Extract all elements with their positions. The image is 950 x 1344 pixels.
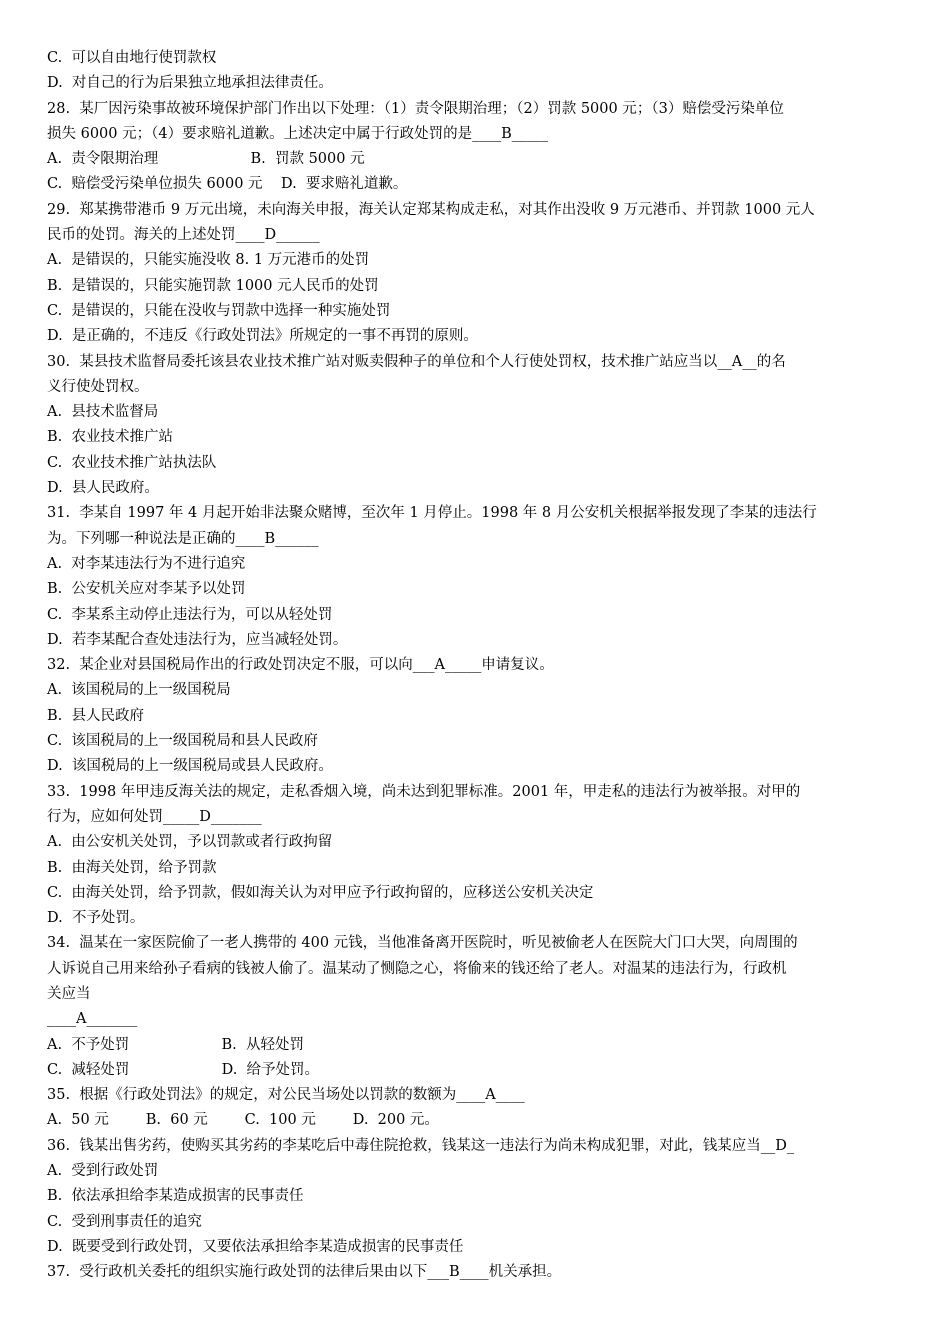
question-32-option-a: A. 该国税局的上一级国税局 [47, 682, 231, 699]
question-33-option-d: D. 不予处罚。 [47, 910, 145, 927]
question-31-option-b: B. 公安机关应对李某予以处罚 [47, 581, 246, 598]
question-31-option-a: A. 对李某违法行为不进行追究 [47, 555, 246, 572]
question-36-option-b: B. 依法承担给李某造成损害的民事责任 [47, 1188, 304, 1205]
question-30-option-d: D. 县人民政府。 [47, 480, 159, 497]
question-34-options-ab: A. 不予处罚 B. 从轻处罚 [47, 1036, 304, 1053]
question-31-option-d: D. 若李某配合查处违法行为，应当减轻处罚。 [47, 631, 348, 648]
text-line: D. 对自己的行为后果独立地承担法律责任。 [47, 75, 333, 92]
question-30-option-c: C. 农业技术推广站执法队 [47, 454, 217, 471]
question-30-stem-cont: 义行使处罚权。 [47, 378, 149, 395]
question-30-option-a: A. 县技术监督局 [47, 404, 159, 421]
question-36-option-d: D. 既要受到行政处罚，又要依法承担给李某造成损害的民事责任 [47, 1238, 464, 1255]
question-29-option-b: B. 是错误的，只能实施罚款 1000 元人民币的处罚 [47, 277, 379, 294]
question-33-option-a: A. 由公安机关处罚，予以罚款或者行政拘留 [47, 834, 333, 851]
question-29-stem: 29. 郑某携带港币 9 万元出境，未向海关申报，海关认定郑某构成走私，对其作出没收 9 万元港币、并罚款 1000 元人 [47, 201, 815, 218]
text-line: C. 可以自由地行使罚款权 [47, 50, 217, 66]
question-34-answer: ____A_______ [47, 1011, 138, 1028]
question-33-stem: 33. 1998 年甲违反海关法的规定，走私香烟入境，尚未达到犯罪标准。2001 年，甲走私的违法行为被举报。对甲的 [47, 783, 801, 800]
question-29-option-d: D. 是正确的，不违反《行政处罚法》所规定的一事不再罚的原则。 [47, 328, 478, 345]
question-28-stem: 28. 某厂因污染事故被环境保护部门作出以下处理：（1）责令限期治理；（2）罚款 5000 元；（3）赔偿受污染单位 [47, 100, 784, 117]
question-32-option-b: B. 县人民政府 [47, 707, 144, 724]
question-31-stem: 31. 李某自 1997 年 4 月起开始非法聚众赌博，至次年 1 月停止。1998 年 8 月公安机关根据举报发现了李某的违法行 [47, 505, 817, 522]
question-34-stem-cont: 人诉说自己用来给孙子看病的钱被人偷了。温某动了恻隐之心，将偷来的钱还给了老人。对温某的违法行为，行政机 [47, 960, 787, 977]
document-page [47, 46, 907, 1286]
question-30-option-b: B. 农业技术推广站 [47, 429, 173, 446]
question-31-stem-cont: 为。下列哪一种说法是正确的____B______ [47, 530, 319, 547]
question-29-option-c: C. 是错误的，只能在没收与罚款中选择一种实施处罚 [47, 302, 391, 319]
question-28-options-ab: A. 责令限期治理 B. 罚款 5000 元 [47, 151, 365, 168]
question-29-option-a: A. 是错误的，只能实施没收 8. 1 万元港币的处罚 [47, 252, 370, 269]
question-33-option-c: C. 由海关处罚，给予罚款，假如海关认为对甲应予行政拘留的，应移送公安机关决定 [47, 884, 594, 901]
question-36-option-c: C. 受到刑事责任的追究 [47, 1213, 202, 1230]
question-33-stem-cont: 行为，应如何处罚_____D_______ [47, 808, 262, 825]
question-34-options-cd: C. 减轻处罚 D. 给予处罚。 [47, 1061, 320, 1078]
question-32-option-d: D. 该国税局的上一级国税局或县人民政府。 [47, 758, 333, 775]
question-32-stem: 32. 某企业对县国税局作出的行政处罚决定不服，可以向___A_____申请复议。 [47, 657, 554, 674]
question-33-option-b: B. 由海关处罚，给予罚款 [47, 859, 217, 876]
question-36-stem: 36. 钱某出售劣药，使购买其劣药的李某吃后中毒住院抢救，钱某这一违法行为尚未构成犯罪，对此，钱某应当__D_ [47, 1137, 795, 1154]
question-37-stem: 37. 受行政机关委托的组织实施行政处罚的法律后果由以下___B____机关承担。 [47, 1264, 562, 1281]
question-36-option-a: A. 受到行政处罚 [47, 1163, 159, 1180]
question-32-option-c: C. 该国税局的上一级国税局和县人民政府 [47, 733, 318, 750]
question-31-option-c: C. 李某系主动停止违法行为，可以从轻处罚 [47, 606, 333, 623]
question-28-options-cd: C. 赔偿受污染单位损失 6000 元 D. 要求赔礼道歉。 [47, 176, 408, 193]
question-30-stem: 30. 某县技术监督局委托该县农业技术推广站对贩卖假种子的单位和个人行使处罚权，技术推广站应当以__A__的名 [47, 353, 786, 370]
question-34-stem-cont: 关应当 [47, 985, 91, 1002]
question-34-stem: 34. 温某在一家医院偷了一老人携带的 400 元钱，当他准备离开医院时，听见被偷老人在医院大门口大哭，向周围的 [47, 935, 798, 952]
question-35-options: A. 50 元 B. 60 元 C. 100 元 D. 200 元。 [47, 1112, 439, 1129]
question-28-stem-cont: 损失 6000 元；（4）要求赔礼道歉。上述决定中属于行政处罚的是____B_____ [47, 125, 548, 142]
question-29-stem-cont: 民币的处罚。海关的上述处罚____D______ [47, 227, 320, 244]
question-35-stem: 35. 根据《行政处罚法》的规定，对公民当场处以罚款的数额为____A____ [47, 1087, 525, 1104]
